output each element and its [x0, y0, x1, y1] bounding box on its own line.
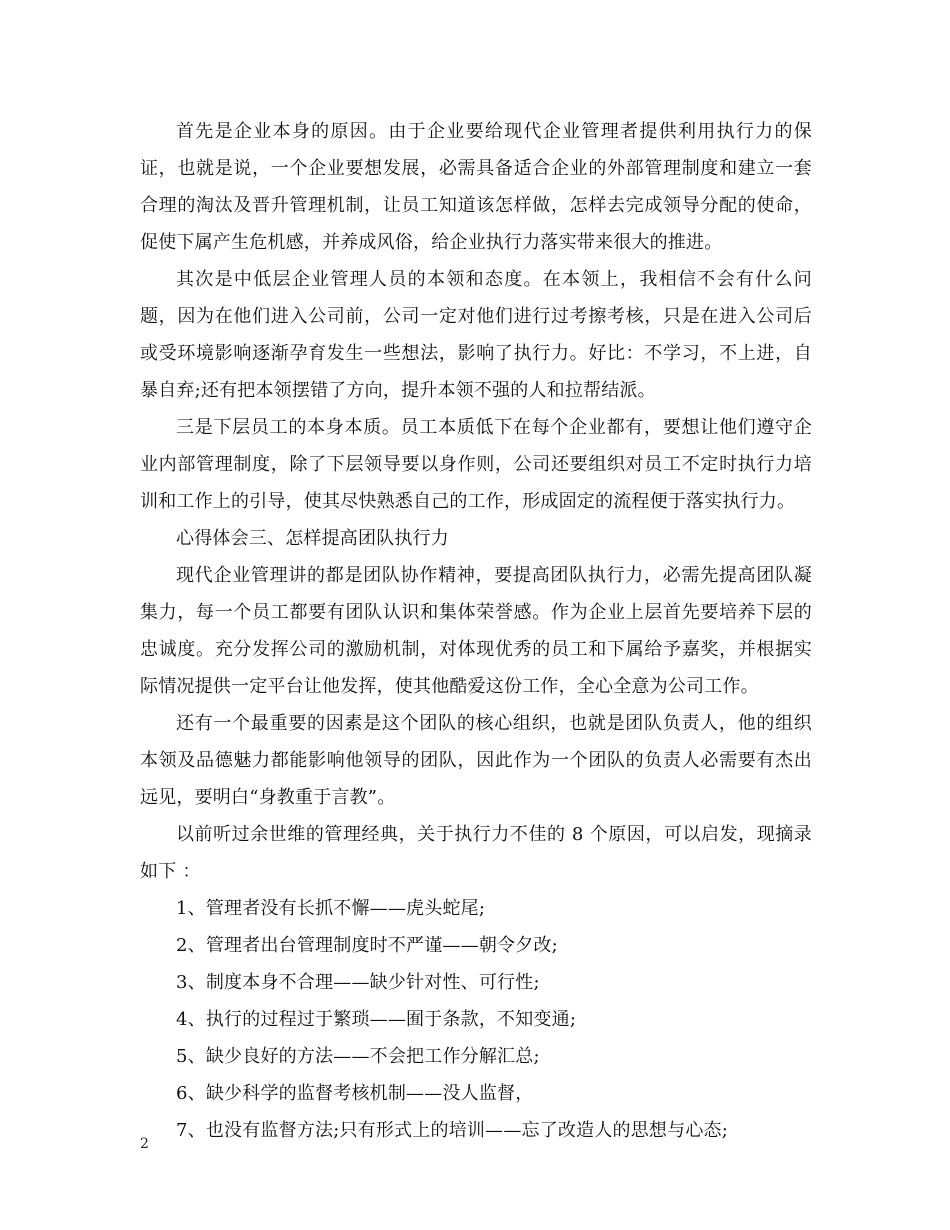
- paragraph-middle-management: 其次是中低层企业管理人员的本领和态度。在本领上，我相信不会有什么问题，因为在他们进入公司前，公司一定对他们进行过考擦考核，只是在进入公司后或受环境影响逐渐孕育发生一些想法，影响了执行力。好比：不学习，不上进，自暴自弃;还有把本领摆错了方向，提升本领不强的人和拉帮结派。: [140, 269, 812, 401]
- paragraph-list-intro: 以前听过余世维的管理经典，关于执行力不佳的 8 个原因，可以启发，现摘录如下 ：: [140, 824, 812, 882]
- page-number: 2: [140, 1136, 149, 1152]
- section-heading: 心得体会三、怎样提高团队执行力: [176, 528, 449, 549]
- list-item: 5、缺少良好的方法——不会把工作分解汇总;: [176, 1046, 540, 1067]
- paragraph-staff-quality: 三是下层员工的本身本质。员工本质低下在每个企业都有，要想让他们遵守企业内部管理制度，除了下层领导要以身作则，公司还要组织对员工不定时执行力培训和工作上的引导，使其尽快熟悉自己的工作，形成固定的流程便于落实执行力。: [140, 417, 812, 512]
- document-body: [140, 113, 812, 1149]
- paragraph-company-reason: 首先是企业本身的原因。由于企业要给现代企业管理者提供利用执行力的保证，也就是说，一个企业要想发展，必需具备适合企业的外部管理制度和建立一套合理的淘汰及晋升管理机制，让员工知道该怎样做，怎样去完成领导分配的使命，促使下属产生危机感，并养成风俗，给企业执行力落实带来很大的推进。: [140, 121, 812, 253]
- list-item: 7、也没有监督方法;只有形式上的培训——忘了改造人的思想与心态;: [176, 1120, 728, 1141]
- paragraph-team-leader: 还有一个最重要的因素是这个团队的核心组织，也就是团队负责人，他的组织本领及品德魅力都能影响他领导的团队，因此作为一个团队的负责人必需要有杰出远见，要明白“身教重于言教”。: [140, 713, 812, 808]
- list-item: 2、管理者出台管理制度时不严谨——朝令夕改;: [176, 935, 558, 956]
- list-item: 1、管理者没有长抓不懈——虎头蛇尾;: [176, 898, 486, 919]
- list-item: 4、执行的过程过于繁琐——囿于条款，不知变通;: [176, 1009, 577, 1030]
- list-item: 3、制度本身不合理——缺少针对性、可行性;: [176, 972, 540, 993]
- paragraph-team-cohesion: 现代企业管理讲的都是团队协作精神，要提高团队执行力，必需先提高团队凝集力，每一个员工都要有团队认识和集体荣誉感。作为企业上层首先要培养下层的忠诚度。充分发挥公司的激励机制，对体现优秀的员工和下属给予嘉奖，并根据实际情况提供一定平台让他发挥，使其他酷爱这份工作，全心全意为公司工作。: [140, 565, 812, 697]
- list-item: 6、缺少科学的监督考核机制——没人监督，: [176, 1083, 534, 1104]
